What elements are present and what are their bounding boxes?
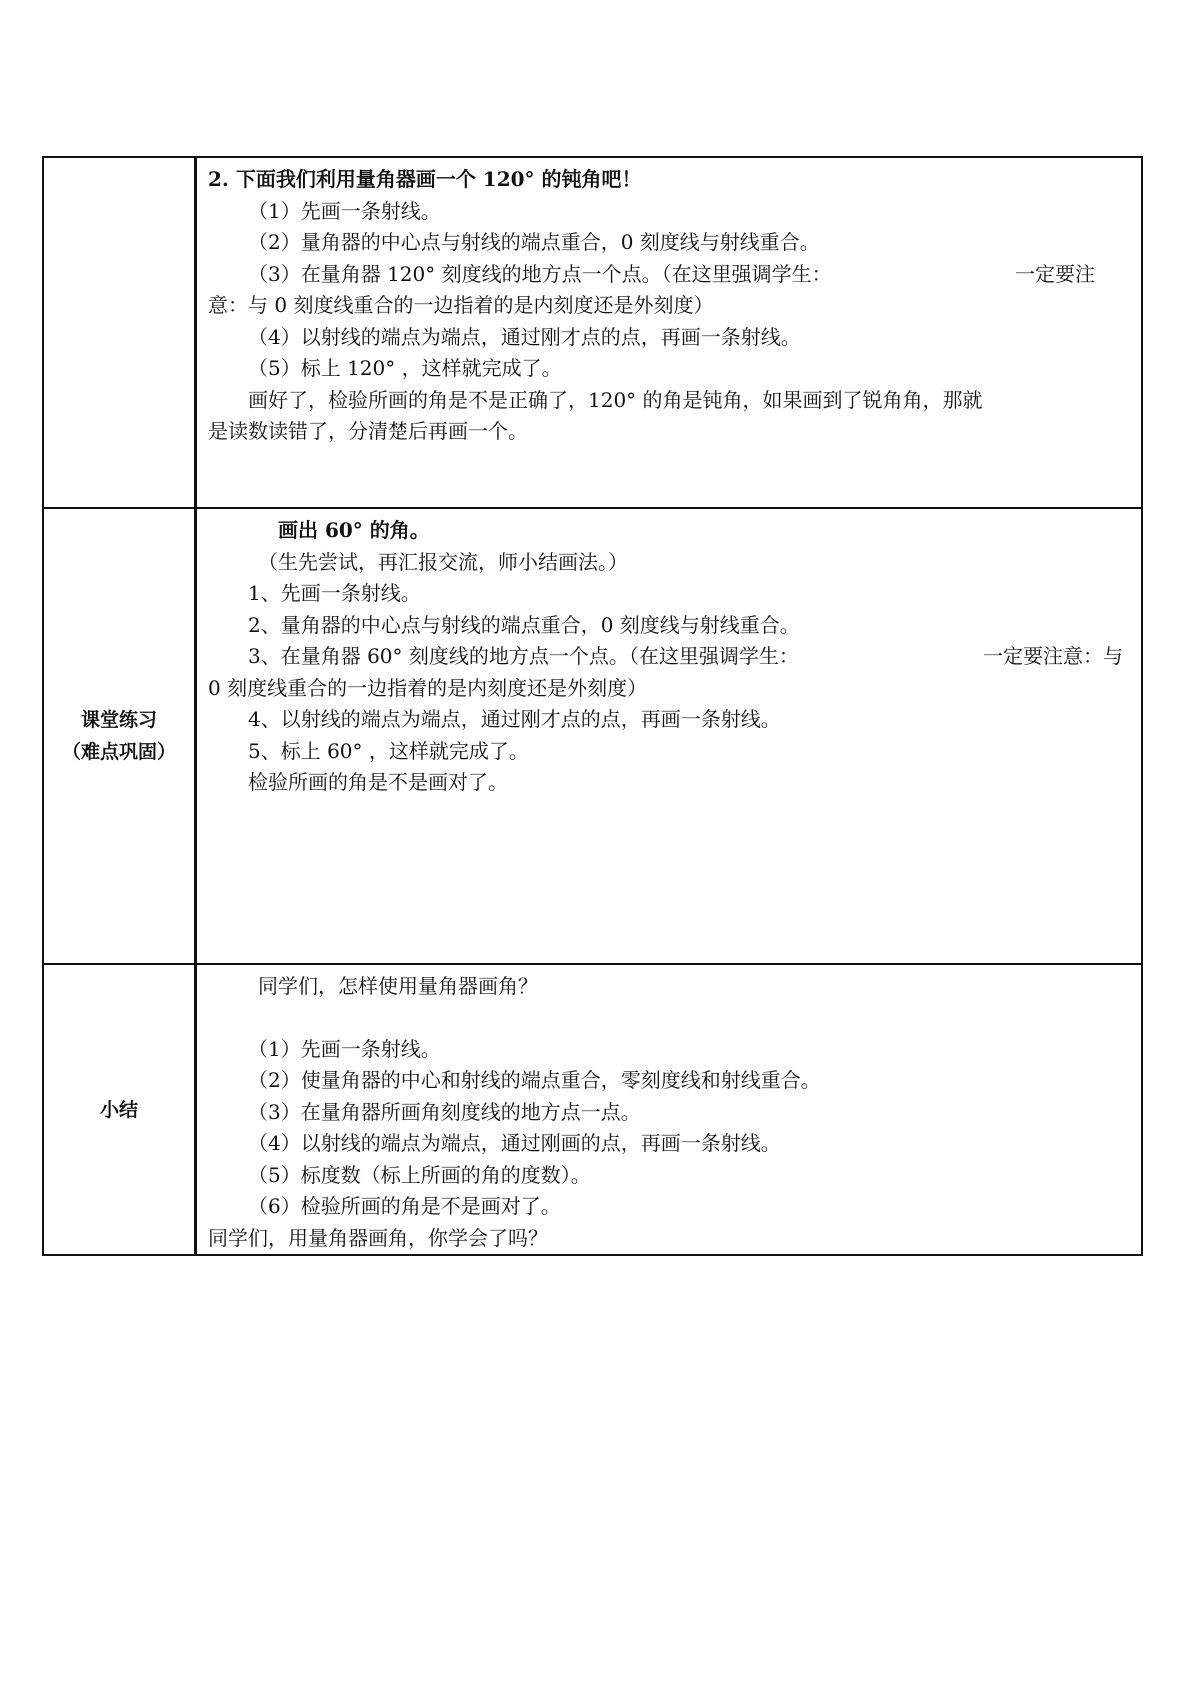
table-row-summary xyxy=(43,964,1142,1255)
step-line: （4）以射线的端点为端点，通过刚才点的点，再画一条射线。 xyxy=(248,324,801,349)
paragraph-line: 是读数读错了，分清楚后再画一个。 xyxy=(208,419,528,443)
section-heading: 画出 60° 的角。 xyxy=(278,518,430,542)
step-line: （5）标上 120° ，这样就完成了。 xyxy=(248,356,562,380)
step-continuation: 0 刻度线重合的一边指着的是内刻度还是外刻度） xyxy=(208,675,648,700)
step-line: （6）检验所画的角是不是画对了。 xyxy=(248,1194,561,1218)
content-cell-summary xyxy=(196,964,1143,1255)
step-text: （3）在量角器 120° 刻度线的地方点一个点。（在这里强调学生： xyxy=(248,261,832,286)
step-line: （1）先画一条射线。 xyxy=(248,1036,441,1061)
table-row-class-practice xyxy=(43,508,1142,964)
row-label-summary: 小结 xyxy=(43,964,196,1255)
step-line: 5、标上 60° ，这样就完成了。 xyxy=(248,738,529,763)
table-row-drawing-120 xyxy=(43,157,1142,508)
row-label-subtitle: （难点巩固） xyxy=(61,741,176,763)
question-line: 同学们，怎样使用量角器画角？ xyxy=(258,974,538,998)
section-heading: 2. 下面我们利用量角器画一个 120° 的钝角吧！ xyxy=(208,167,642,191)
content-cell-drawing-120 xyxy=(196,157,1143,508)
step-line: 1、先画一条射线。 xyxy=(248,581,421,605)
closing-line: 同学们，用量角器画角，你学会了吗？ xyxy=(208,1225,548,1250)
step-line: 4、以射线的端点为端点，通过刚才点的点，再画一条射线。 xyxy=(248,707,781,731)
spacer xyxy=(208,1003,1123,1034)
step-line: （2）使量角器的中心和射线的端点重合，零刻度线和射线重合。 xyxy=(248,1068,821,1092)
step-line: （2）量角器的中心点与射线的端点重合，0 刻度线与射线重合。 xyxy=(248,230,820,254)
step-line xyxy=(208,641,1123,673)
step-line: （5）标度数（标上所画的角的度数）。 xyxy=(248,1162,591,1187)
row-label-empty xyxy=(43,157,196,508)
lesson-plan-table xyxy=(42,156,1143,1256)
paragraph-line: 画好了，检验所画的角是不是正确了，120° 的角是钝角，如果画到了锐角角，那就 xyxy=(248,387,983,412)
step-continuation: 意：与 0 刻度线重合的一边指着的是内刻度还是外刻度） xyxy=(208,293,714,317)
row-label-class-practice xyxy=(43,508,196,964)
step-line: （1）先画一条射线。 xyxy=(248,198,441,223)
row-label-title: 课堂练习 xyxy=(80,709,157,731)
step-line xyxy=(208,259,1123,291)
step-text: 3、在量角器 60° 刻度线的地方点一个点。（在这里强调学生： xyxy=(248,644,799,668)
content-cell-practice xyxy=(196,508,1143,964)
step-line: （3）在量角器所画角刻度线的地方点一点。 xyxy=(248,1099,641,1124)
step-line: 2、量角器的中心点与射线的端点重合，0 刻度线与射线重合。 xyxy=(248,612,800,637)
step-line: （4）以射线的端点为端点，通过刚画的点，再画一条射线。 xyxy=(248,1131,781,1155)
note-line: （生先尝试，再汇报交流，师小结画法。） xyxy=(258,549,628,574)
step-text: 一定要注意：与 xyxy=(983,644,1123,668)
paragraph-line: 检验所画的角是不是画对了。 xyxy=(248,770,508,794)
step-text: 一定要注 xyxy=(1015,261,1095,286)
